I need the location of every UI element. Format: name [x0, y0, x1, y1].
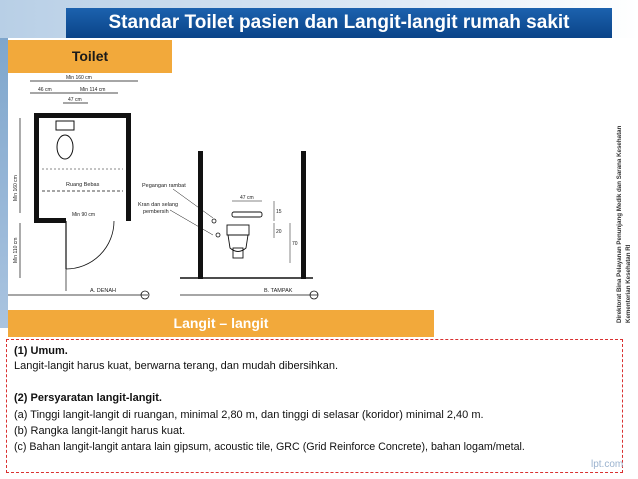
- dim-15: 15: [276, 209, 282, 215]
- dim-min-114: Min 114 cm: [80, 87, 106, 93]
- watermark: lpt.com: [591, 459, 624, 470]
- umum-text: Langit-langit harus kuat, berwarna terang, dan mudah dibersihkan.: [14, 360, 339, 372]
- left-accent-strip: [0, 38, 8, 328]
- dim-46: 46 cm: [38, 87, 52, 93]
- elevation-caption: B. TAMPAK: [264, 288, 293, 294]
- requirement-b: (b) Rangka langit-langit harus kuat.: [14, 425, 186, 437]
- dim-min-90: Min 90 cm: [72, 212, 96, 218]
- dim-70: 70: [292, 241, 298, 247]
- requirement-a: (a) Tinggi langit-langit di ruangan, minimal 2,80 m, dan tinggi di selasar (koridor) minimal 2,40 m.: [14, 409, 484, 421]
- toilet-section-label: Toilet: [8, 40, 172, 73]
- dim-min-160-left: Min 160 cm: [13, 175, 19, 201]
- free-space-label: Ruang Bebas: [66, 182, 100, 188]
- plan-caption: A. DENAH: [90, 288, 116, 294]
- side-attribution: [611, 95, 635, 325]
- dim-min-110-left: Min 110 cm: [13, 237, 19, 263]
- side-text-line2: Kementerian Kesehatan RI: [625, 244, 632, 323]
- faucet-label-2: pembersih: [143, 209, 169, 215]
- elevation-view: [170, 151, 318, 299]
- langit-section-label: Langit – langit: [8, 310, 434, 337]
- dim-min-160-top: Min 160 cm: [66, 75, 92, 81]
- dim-20: 20: [276, 229, 282, 235]
- plan-view: [8, 81, 149, 299]
- requirement-c: (c) Bahan langit-langit antara lain gipsum, acoustic tile, GRC (Grid Reinforce Concrete), bahan logam/metal.: [14, 441, 525, 453]
- slide-title: Standar Toilet pasien dan Langit-langit rumah sakit: [66, 8, 612, 38]
- requirements-heading: (2) Persyaratan langit-langit.: [14, 392, 162, 404]
- side-text-line1: Direktorat Bina Pelayanan Penunjang Medik dan Sarana Kesehatan: [616, 125, 623, 323]
- ceiling-requirements-box: [6, 339, 623, 473]
- grab-rail-label: Pegangan rambat: [142, 183, 186, 189]
- umum-heading: (1) Umum.: [14, 345, 68, 357]
- dim-47-plan: 47 cm: [68, 97, 82, 103]
- faucet-label: Kran dan selang: [138, 202, 179, 208]
- dim-47-elevation: 47 cm: [240, 195, 254, 201]
- toilet-drawing: [8, 73, 434, 310]
